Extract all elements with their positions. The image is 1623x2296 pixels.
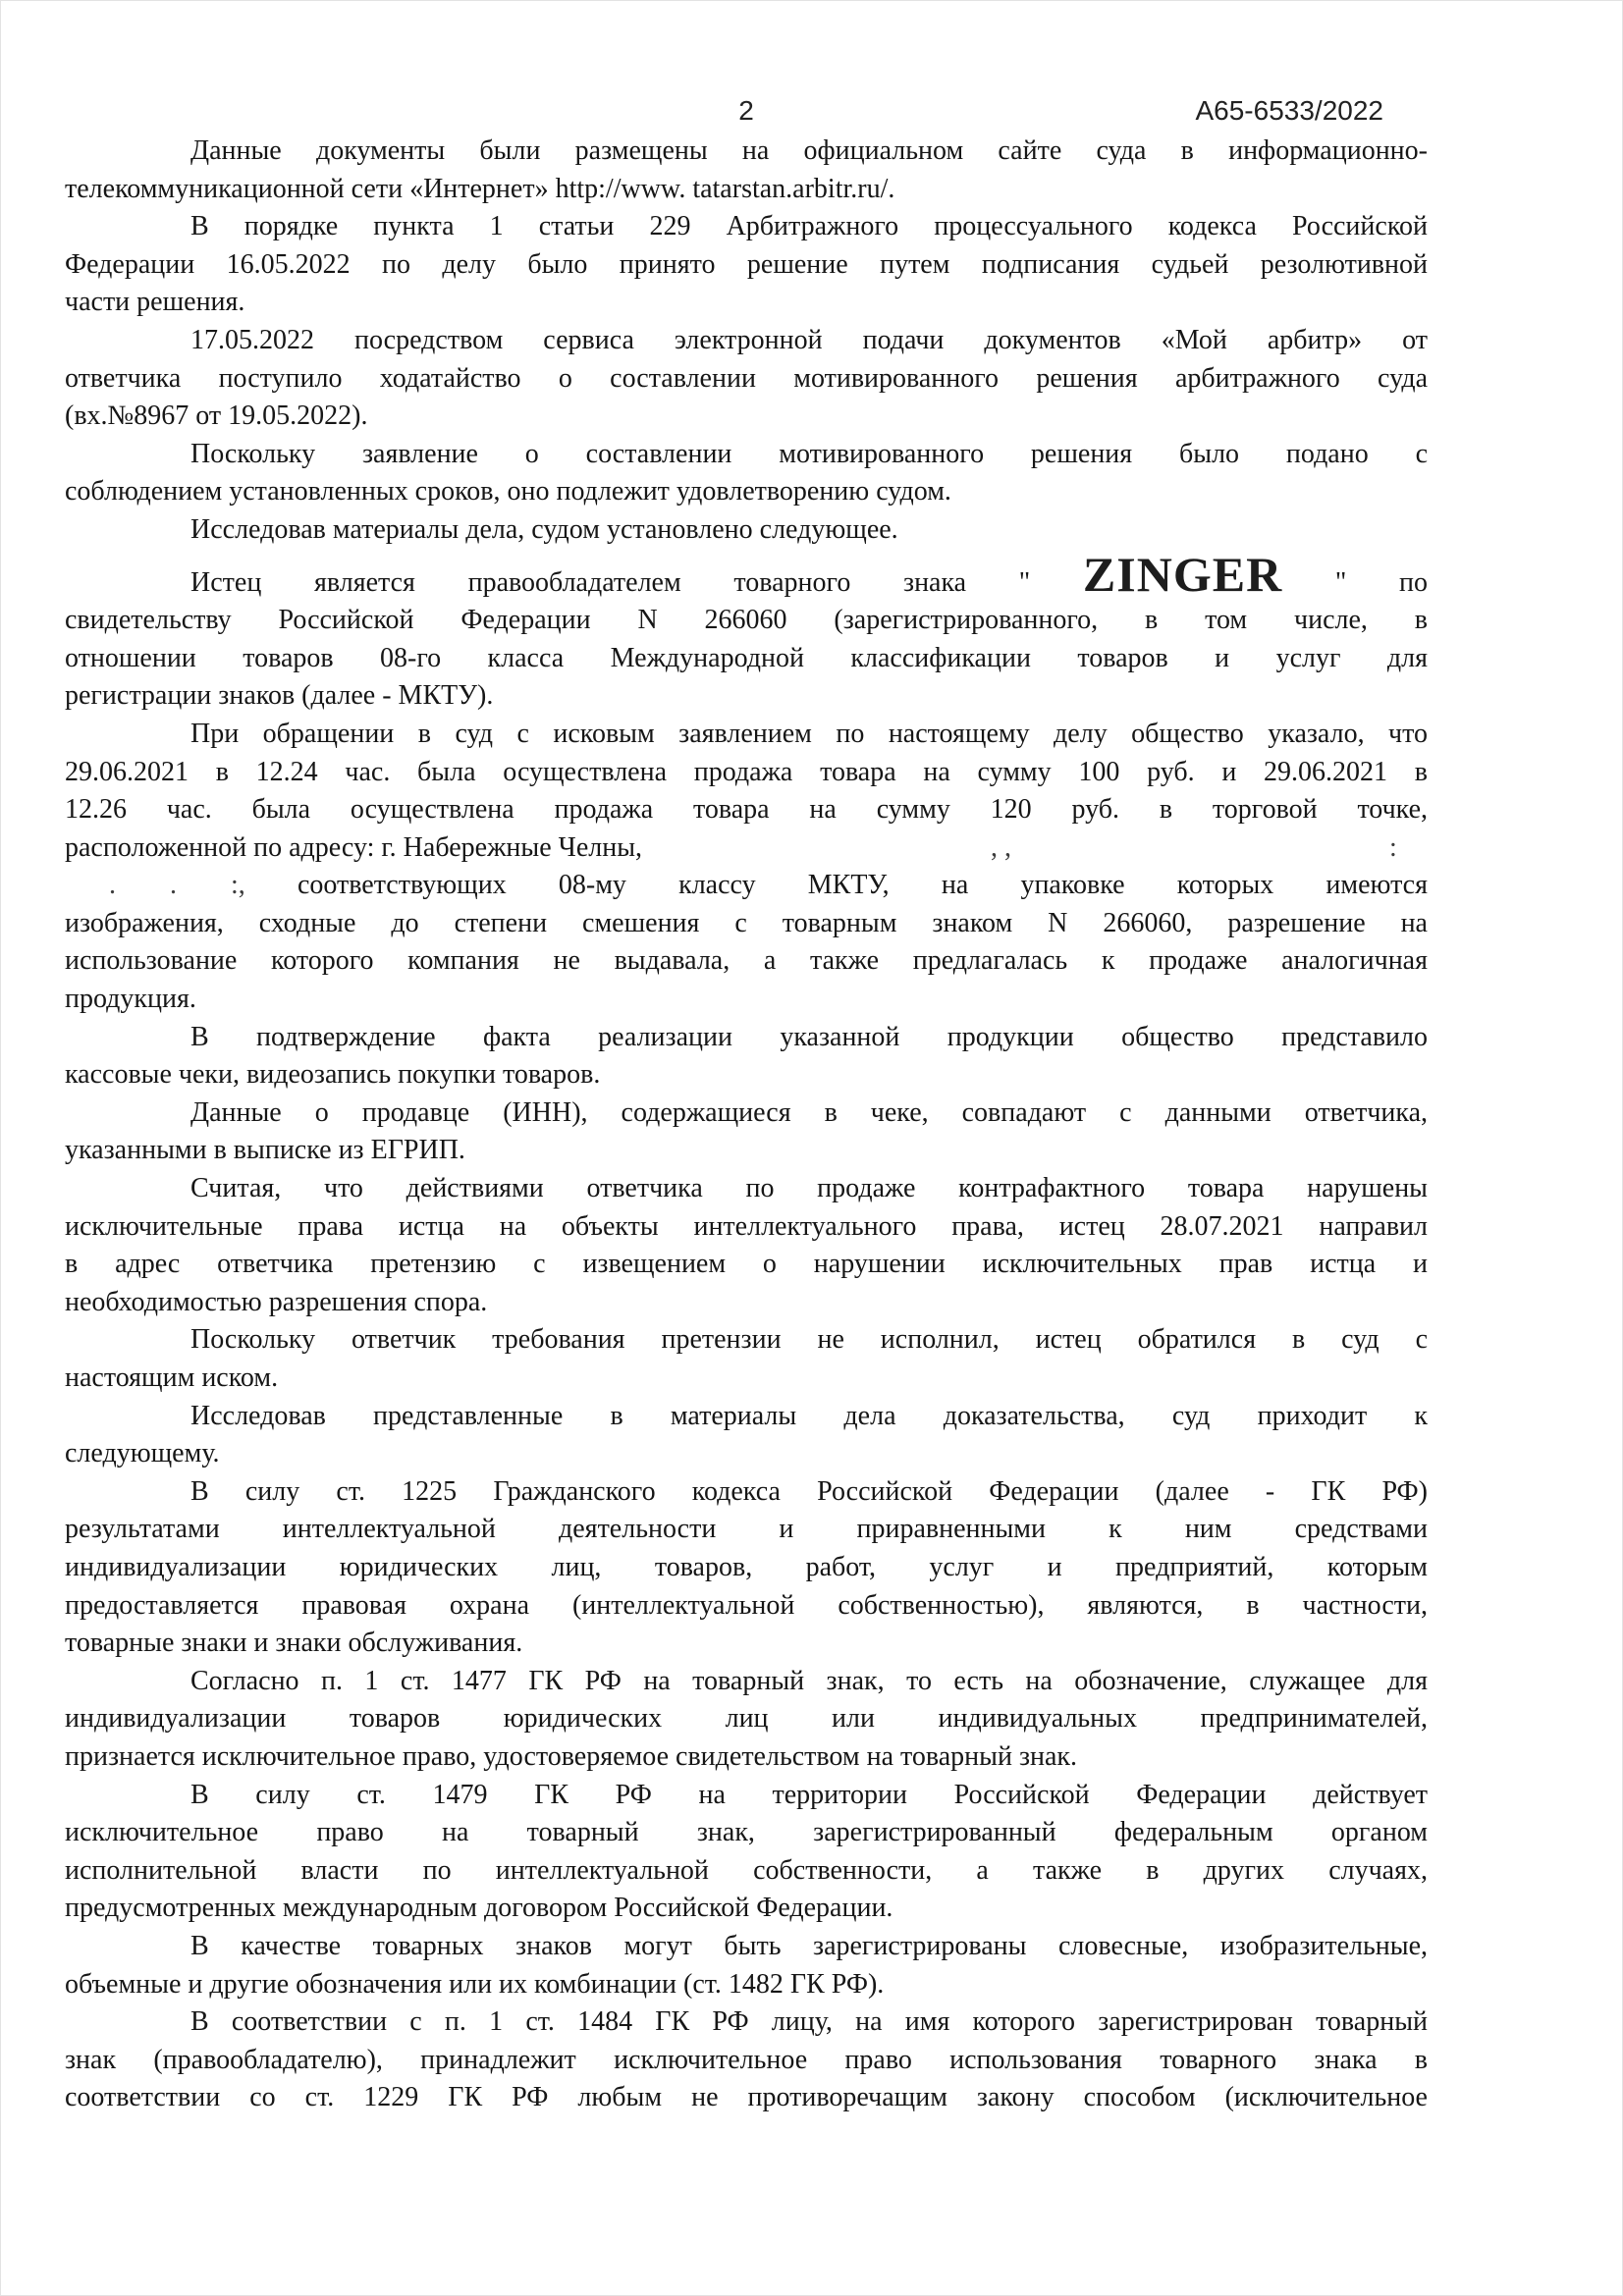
text-run: индивидуализации юридических лиц, товаров, работ, услуг и предприятий, которым (65, 1551, 1428, 1582)
text-run: расположенной по адресу: г. Набережные Челны, (65, 831, 643, 863)
text-line (65, 208, 1428, 246)
text-line (65, 1777, 1428, 1815)
text-line (65, 398, 1428, 436)
text-run: Данные о продавце (ИНН), содержащиеся в чеке, совпадают с данными ответчика, (190, 1096, 1428, 1128)
text-run: регистрации знаков (далее - МКТУ). (65, 680, 494, 712)
text-run: Согласно п. 1 ст. 1477 ГК РФ на товарный знак, то есть на обозначение, служащее для (190, 1665, 1428, 1696)
text-run: телекоммуникационной сети «Интернет» http://www. tatarstan.arbitr.ru/. (65, 173, 895, 204)
text-run: кассовые чеки, видеозапись покупки товаров. (65, 1059, 601, 1091)
text-run: знак (правообладателю), принадлежит исключительное право использования товарного знака в (65, 2044, 1428, 2075)
text-run: ответчика поступило ходатайство о составлении мотивированного решения арбитражного суда (65, 362, 1428, 394)
paragraph-purchase-claims (65, 716, 1428, 1019)
paragraph-gk-rf-1477 (65, 1663, 1428, 1777)
text-line (65, 677, 1428, 716)
text-line (65, 2042, 1428, 2080)
paragraph-gk-rf-1482 (65, 1928, 1428, 2003)
text-run: В порядке пункта 1 статьи 229 Арбитражного процессуального кодекса Российской (190, 211, 1428, 242)
text-line (65, 1700, 1428, 1738)
case-number: А65-6533/2022 (1195, 95, 1383, 126)
paragraph-motion-filed (65, 322, 1428, 436)
text-run: Федерации 16.05.2022 по делу было принято решение путем подписания судьей резолютивной (65, 248, 1428, 280)
text-run: использование которого компания не выдавала, а также предлагалась к продаже аналогичная (65, 945, 1428, 977)
text-run: исполнительной власти по интеллектуальной собственности, а также в других случаях, (65, 1854, 1428, 1886)
page-header (65, 95, 1428, 129)
redaction-trace: :, (231, 870, 245, 901)
redaction-gap (1011, 854, 1389, 856)
text-run: Исследовав материалы дела, судом установлено следующее. (190, 513, 898, 545)
redaction-gap (116, 891, 170, 893)
text-line (65, 1321, 1428, 1360)
paragraph-lawsuit-filed (65, 1321, 1428, 1397)
text-run: При обращении в суд с исковым заявлением по настоящему делу общество указало, что (190, 718, 1428, 749)
text-line (65, 1890, 1428, 1928)
text-line (65, 1398, 1428, 1436)
text-line (65, 754, 1428, 792)
text-run: В соответствии с п. 1 ст. 1484 ГК РФ лицу, на имя которого зарегистрирован товарный (190, 2006, 1428, 2038)
text-line (65, 640, 1428, 678)
text-line (65, 1435, 1428, 1473)
paragraph-summary-decision (65, 208, 1428, 322)
text-run: продукция. (65, 984, 196, 1015)
text-run: 12.26 час. была осуществлена продажа товара на сумму 120 руб. в торговой точке, (65, 794, 1428, 826)
text-run: (вх.№8967 от 19.05.2022). (65, 400, 368, 432)
paragraph-posted-documents (65, 133, 1428, 208)
text-line (65, 473, 1428, 511)
text-line (65, 511, 1428, 550)
text-line (65, 1738, 1428, 1777)
redaction-trace: . (170, 870, 177, 901)
text-run: настоящим иском. (65, 1362, 279, 1393)
page-number: 2 (738, 95, 754, 126)
text-line (65, 1473, 1428, 1512)
text-run: В силу ст. 1479 ГК РФ на территории Российской Федерации действует (190, 1779, 1428, 1810)
paragraph-gk-rf-1479 (65, 1777, 1428, 1928)
text-run: необходимостью разрешения спора. (65, 1286, 488, 1317)
text-run: результатами интеллектуальной деятельности и приравненными к ним средствами (65, 1514, 1428, 1545)
text-run: объемные и другие обозначения или их комбинации (ст. 1482 ГК РФ). (65, 1968, 885, 2000)
text-line (65, 1284, 1428, 1322)
text-line (65, 1132, 1428, 1170)
text-line (65, 1663, 1428, 1701)
text-run: отношении товаров 08-го класса Международной классификации товаров и услуг для (65, 642, 1428, 673)
text-line (65, 1814, 1428, 1852)
text-run: изображения, сходные до степени смешения с товарным знаком N 266060, разрешение на (65, 907, 1428, 938)
text-run: В силу ст. 1225 Гражданского кодекса Российской Федерации (далее - ГК РФ) (190, 1475, 1428, 1507)
document-body (65, 133, 1428, 2117)
text-line (65, 1170, 1428, 1208)
text-line (65, 1056, 1428, 1095)
paragraph-case-materials (65, 511, 1428, 550)
text-line (65, 322, 1428, 360)
text-run: соблюдением установленных сроков, оно подлежит удовлетворению судом. (65, 476, 951, 507)
text-run: Исследовав представленные в материалы дела доказательства, суд приходит к (190, 1400, 1428, 1431)
text-run: В качестве товарных знаков могут быть зарегистрированы словесные, изобразительные, (190, 1930, 1428, 1961)
text-run: части решения. (65, 287, 245, 318)
text-line (65, 2003, 1428, 2042)
text-line (65, 942, 1428, 981)
text-run: свидетельству Российской Федерации N 266060 (зарегистрированного, в том числе, в (65, 605, 1428, 636)
text-run: индивидуализации товаров юридических лиц или индивидуальных предпринимателей, (65, 1703, 1428, 1735)
text-run: Поскольку ответчик требования претензии не исполнил, истец обратился в суд с (190, 1324, 1428, 1356)
text-line (65, 602, 1428, 640)
zinger-trademark-logo: ZINGER (1082, 546, 1283, 602)
paragraph-seller-data (65, 1095, 1428, 1170)
text-line (65, 981, 1428, 1019)
text-run: Истец является правообладателем товарного знака " (190, 566, 1083, 598)
text-run: исключительные права истца на объекты интеллектуального права, истец 28.07.2021 направил (65, 1210, 1428, 1242)
paragraph-evidence (65, 1019, 1428, 1095)
text-line (65, 829, 1428, 868)
text-line (65, 716, 1428, 754)
paragraph-motion-granted (65, 436, 1428, 511)
text-line (65, 1246, 1428, 1284)
text-run: исключительное право на товарный знак, зарегистрированный федеральным органом (65, 1817, 1428, 1848)
text-run: в адрес ответчика претензию с извещением о нарушении исключительных прав истца и (65, 1249, 1428, 1280)
text-line (65, 1095, 1428, 1133)
text-line (65, 436, 1428, 474)
text-run: 17.05.2022 посредством сервиса электронной подачи документов «Мой арбитр» от (190, 324, 1428, 355)
text-run: соответствующих 08-му классу МКТУ, на упаковке которых имеются (244, 870, 1428, 901)
text-run: " по (1282, 566, 1428, 598)
redaction-gap (642, 854, 991, 856)
text-line (65, 1360, 1428, 1398)
text-run: товарные знаки и знаки обслуживания. (65, 1628, 523, 1659)
paragraph-claim-letter (65, 1170, 1428, 1321)
text-run: 29.06.2021 в 12.24 час. была осуществлена продажа товара на сумму 100 руб. и 29.06.2021 в (65, 756, 1428, 787)
paragraph-court-conclusion (65, 1398, 1428, 1473)
text-line (65, 1549, 1428, 1587)
redaction-trace: . (109, 870, 116, 901)
text-line (65, 133, 1428, 171)
redaction-trace: : (1389, 831, 1397, 863)
text-line (65, 1208, 1428, 1247)
paragraph-gk-rf-1484 (65, 2003, 1428, 2117)
redaction-gap (177, 891, 231, 893)
redaction-trace: , , (991, 831, 1012, 863)
text-line (65, 1966, 1428, 2004)
text-run: Считая, что действиями ответчика по продаже контрафактного товара нарушены (190, 1173, 1428, 1204)
text-line (65, 284, 1428, 322)
text-run: соответствии со ст. 1229 ГК РФ любым не противоречащим закону способом (исключительное (65, 2082, 1428, 2113)
text-line (65, 1019, 1428, 1057)
text-line (65, 360, 1428, 399)
paragraph-trademark-ownership (65, 546, 1428, 716)
text-line (65, 1625, 1428, 1663)
text-run: Данные документы были размещены на официальном сайте суда в информационно- (190, 135, 1428, 166)
paragraph-gk-rf-1225 (65, 1473, 1428, 1663)
text-line (65, 546, 1428, 603)
text-run: указанными в выписке из ЕГРИП. (65, 1135, 465, 1166)
text-line (65, 791, 1428, 829)
text-line (65, 2079, 1428, 2117)
text-line (65, 1928, 1428, 1966)
text-line (65, 1587, 1428, 1626)
text-line (65, 171, 1428, 209)
text-run: предусмотренных международным договором Российской Федерации. (65, 1893, 893, 1924)
redaction-gap (65, 891, 109, 893)
text-run: следующему. (65, 1438, 220, 1469)
text-run: Поскольку заявление о составлении мотивированного решения было подано с (190, 438, 1428, 469)
text-line (65, 867, 1428, 905)
text-line (65, 905, 1428, 943)
text-run: предоставляется правовая охрана (интеллектуальной собственностью), являются, в частности, (65, 1589, 1428, 1621)
text-run: признается исключительное право, удостоверяемое свидетельством на товарный знак. (65, 1740, 1078, 1772)
text-line (65, 1511, 1428, 1549)
text-line (65, 246, 1428, 285)
text-line (65, 1852, 1428, 1891)
text-run: В подтверждение факта реализации указанной продукции общество представило (190, 1021, 1428, 1052)
